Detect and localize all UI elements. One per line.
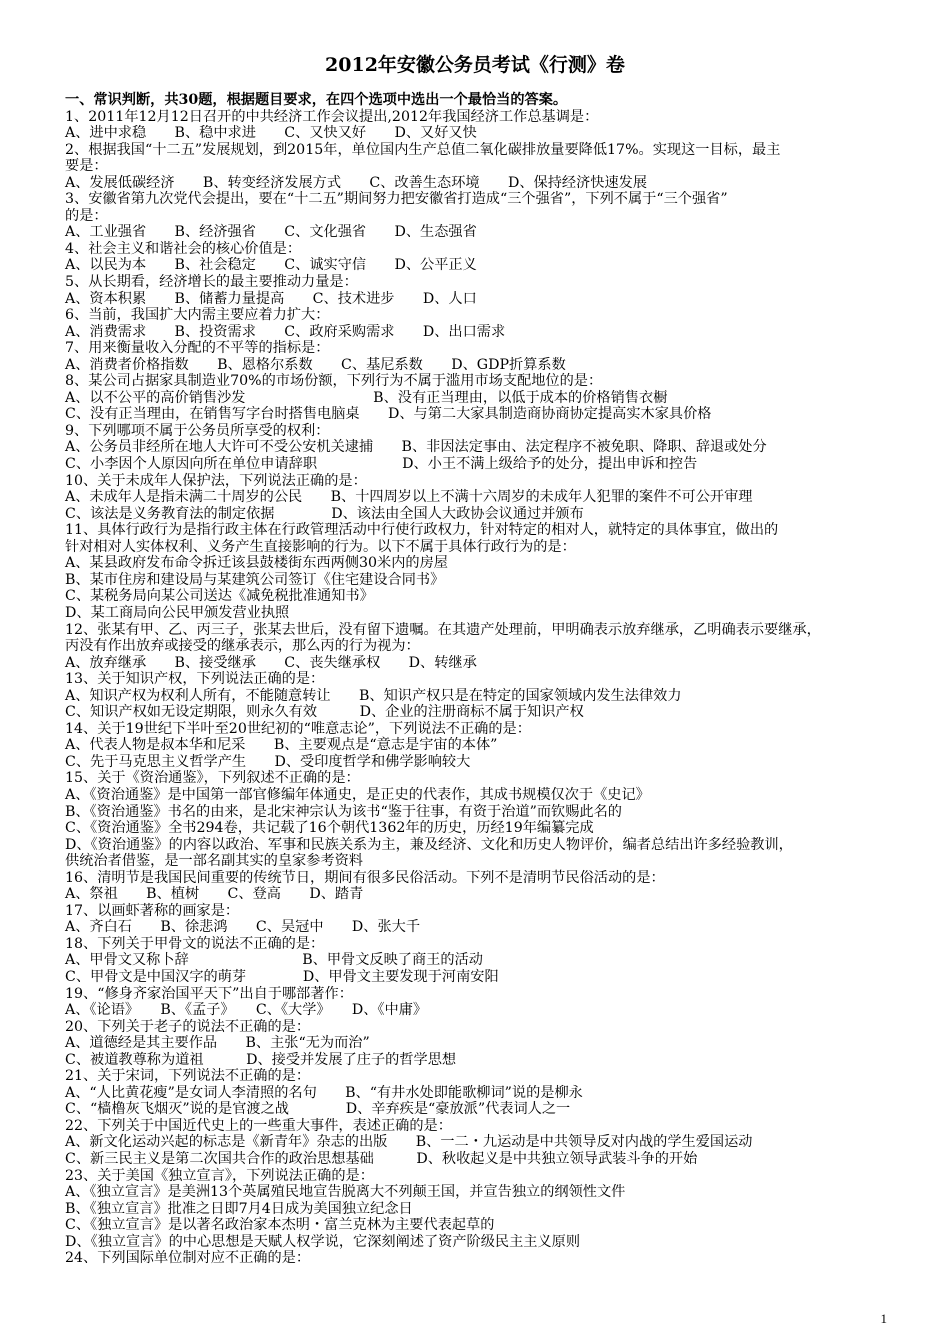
text-line [65,390,895,407]
text-line [65,770,895,787]
text-line-content: A、知识产权为权利人所有，不能随意转让 B、知识产权只是在特定的国家领域内发生法律效力 [65,687,682,704]
text-line [65,1002,895,1019]
text-line-content: A、进中求稳 B、稳中求进 C、又快又好 D、又好又快 [65,125,477,142]
text-line-content: C、“樯橹灰飞烟灭”说的是官渡之战 D、辛弃疾是“豪放派”代表词人之一 [65,1101,571,1118]
text-line-content: A、《资治通鉴》是中国第一部官修编年体通史，是正史的代表作，其成书规模仅次于《史记》 [65,786,650,803]
text-line [65,1234,895,1251]
text-line [65,456,895,473]
text-line [65,109,895,126]
text-line-content: A、某县政府发布命令拆迁该县鼓楼街东西两侧30米内的房屋 [65,555,448,572]
text-line-content: 4、社会主义和谐社会的核心价值是： [65,240,302,257]
text-line-content: C、先于马克思主义哲学产生 D、受印度哲学和佛学影响较大 [65,753,471,770]
text-line [65,1052,895,1069]
text-line [65,191,895,208]
text-line [65,969,895,986]
text-line-content: 22、下列关于中国近代史上的一些重大事件，表述正确的是： [65,1117,452,1134]
text-line [65,373,895,390]
text-line [65,423,895,440]
text-line [65,1201,895,1218]
text-line-content: A、消费需求 B、投资需求 C、政府采购需求 D、出口需求 [65,323,506,340]
text-line [65,506,895,523]
text-line-content: D、《资治通鉴》的内容以政治、军事和民族关系为主，兼及经济、文化和历史人物评价，编者总结出许多经验教训， [65,836,793,853]
text-line-content: 1、2011年12月12日召开的中共经济工作会议提出,2012年我国经济工作总基调是： [65,108,599,125]
text-line-content: 6、当前，我国扩大内需主要应着力扩大： [65,307,330,324]
text-line-content: C、知识产权如无设定期限，则永久有效 D、企业的注册商标不属于知识产权 [65,704,584,721]
text-line-content: B、《资治通鉴》书名的由来，是北宋神宗认为该书“鉴于往事，有资于治道”而钦赐此名的 [65,803,622,820]
text-line-content: A、祭祖 B、植树 C、登高 D、踏青 [65,886,364,903]
text-line [65,721,895,738]
text-line [65,324,895,341]
text-line-content: 9、下列哪项不属于公务员所享受的权利： [65,422,330,439]
text-line-content: 要是： [65,158,108,175]
text-line-content: A、工业强省 B、经济强省 C、文化强省 D、生态强省 [65,224,477,241]
text-line-content: C、没有正当理由，在销售写字台时搭售电脑桌 D、与第二大家具制造商协商协定提高实木家具价格 [65,406,712,423]
text-line [65,473,895,490]
text-line [65,754,895,771]
text-line [65,555,895,572]
text-line-content: 5、从长期看，经济增长的最主要推动力量是： [65,274,358,291]
text-line-content: A、以民为本 B、社会稳定 C、诚实守信 D、公平正义 [65,257,477,274]
text-line [65,671,895,688]
text-line [65,257,895,274]
text-line-content: 13、关于知识产权，下列说法正确的是： [65,671,325,688]
text-line [65,704,895,721]
text-line-content: A、《论语》 B、《孟子》 C、《大学》 D、《中庸》 [65,1002,428,1019]
text-line [65,952,895,969]
text-line-content: A、以不公平的高价销售沙发 B、没有正当理由，以低于成本的价格销售衣橱 [65,389,668,406]
text-line-content: 20、下列关于老子的说法不正确的是： [65,1018,311,1035]
text-line [65,936,895,953]
text-line [65,804,895,821]
text-line [65,241,895,258]
text-line-content: 10、关于未成年人保护法，下列说法正确的是： [65,472,367,489]
text-line-content: 针对相对人实体权利、义务产生直接影响的行为。以下不属于具体行政行为的是： [65,538,576,555]
text-line-content: 19、“修身齐家治国平天下”出自于哪部著作： [65,985,353,1002]
text-line-content: 的是： [65,207,108,224]
text-line-content: 2、根据我国“十二五”发展规划，到2015年，单位国内生产总值二氧化碳排放量要降低17%。实现这一目标，最主 [65,141,781,158]
text-line [65,853,895,870]
text-line [65,1068,895,1085]
text-line-content: A、齐白石 B、徐悲鸿 C、吴冠中 D、张大千 [65,919,421,936]
text-line [65,572,895,589]
text-line-content: 17、以画虾著称的画家是： [65,902,240,919]
text-line [65,1134,895,1151]
text-line-content: C、该法是义务教育法的制定依据 D、该法由全国人大政协会议通过并颁布 [65,505,584,522]
text-line-content: C、《独立宣言》是以著名政治家本杰明・富兰克林为主要代表起草的 [65,1217,495,1234]
text-line-content: 8、某公司占据家具制造业70%的市场份额，下列行为不属于滥用市场支配地位的是： [65,373,603,390]
text-line [65,787,895,804]
text-line-content: A、道德经是其主要作品 B、主张“无为而治” [65,1035,370,1052]
text-line [65,986,895,1003]
text-line-content: D、某工商局向公民甲颁发营业执照 [65,604,290,621]
text-line-content: C、新三民主义是第二次国共合作的政治思想基础 D、秋收起义是中共独立领导武装斗争的开始 [65,1151,698,1167]
text-line-content: 一、常识判断，共30题，根据题目要求，在四个选项中选出一个最恰当的答案。 [65,92,568,108]
text-line-content: 11、具体行政行为是指行政主体在行政管理活动中行使行政权力，针对特定的相对人，就特定的具体事宜，做出的 [65,522,779,539]
text-line [65,539,895,556]
text-line-content: B、某市住房和建设局与某建筑公司签订《住宅建设合同书》 [65,571,445,588]
text-line [65,307,895,324]
text-line [65,522,895,539]
text-line [65,1217,895,1234]
text-line [65,340,895,357]
text-line [65,870,895,887]
text-line [65,1035,895,1052]
text-line [65,688,895,705]
page-number: 1 [880,1311,887,1326]
text-line [65,919,895,936]
page-title: 2012年安徽公务员考试《行测》卷 [325,54,625,76]
text-line [65,291,895,308]
text-line [65,886,895,903]
text-line [65,903,895,920]
text-line-content: 18、下列关于甲骨文的说法不正确的是： [65,935,325,952]
text-line [65,638,895,655]
text-line [65,224,895,241]
text-line [65,489,895,506]
text-line [65,655,895,672]
question-text-block [65,92,895,1267]
text-line-content: C、小李因个人原因向所在单位申请辞职 D、小王不满上级给予的处分，提出申诉和控告 [65,456,698,473]
text-line [65,588,895,605]
text-line [65,737,895,754]
text-line [65,1151,895,1168]
text-line-content: A、甲骨文又称卜辞 B、甲骨文反映了商王的活动 [65,952,483,969]
text-line-content: A、公务员非经所在地人大许可不受公安机关逮捕 B、非因法定事由、法定程序不被免职、降职、辞退或处分 [65,439,767,456]
text-line-content: B、《独立宣言》批准之日即7月4日成为美国独立纪念日 [65,1200,413,1217]
text-line [65,605,895,622]
text-line [65,1101,895,1118]
text-line [65,1250,895,1267]
text-line [65,125,895,142]
text-line [65,1118,895,1135]
text-line-content: A、代表人物是叔本华和尼采 B、主要观点是“意志是宇宙的本体” [65,737,498,754]
text-line [65,820,895,837]
text-line [65,1085,895,1102]
text-line-content: 24、下列国际单位制对应不正确的是： [65,1250,311,1267]
text-line [65,357,895,374]
text-line-content: A、资本积累 B、储蓄力量提高 C、技术进步 D、人口 [65,290,477,307]
text-line-content: A、未成年人是指未满二十周岁的公民 B、十四周岁以上不满十六周岁的未成年人犯罪的案件不可公开审理 [65,489,753,506]
text-line [65,158,895,175]
text-line-content: A、消费者价格指数 B、恩格尔系数 C、基尼系数 D、GDP折算系数 [65,356,566,373]
text-line-content: 15、关于《资治通鉴》，下列叙述不正确的是： [65,770,360,787]
text-line-content: C、甲骨文是中国汉字的萌芽 D、甲骨文主要发现于河南安阳 [65,968,499,985]
text-line [65,208,895,225]
text-line-content: A、发展低碳经济 B、转变经济发展方式 C、改善生态环境 D、保持经济快速发展 [65,174,648,191]
text-line-content: A、《独立宣言》是美洲13个英属殖民地宣告脱离大不列颠王国，并宣告独立的纲领性文件 [65,1184,626,1201]
text-line [65,175,895,192]
text-line-content: D、《独立宣言》的中心思想是天赋人权学说，它深刻阐述了资产阶级民主主义原则 [65,1233,581,1250]
text-line-content: A、“人比黄花瘦”是女词人李清照的名句 B、“有井水处即能歌柳词”说的是柳永 [65,1084,583,1101]
text-line [65,274,895,291]
text-line-content: 供统治者借鉴，是一部名副其实的皇家参考资料 [65,853,363,870]
text-line [65,1184,895,1201]
text-line-content: 16、清明节是我国民间重要的传统节日，期间有很多民俗活动。下列不是清明节民俗活动的是： [65,869,665,886]
text-line-content: 23、关于美国《独立宣言》，下列说法正确的是： [65,1167,374,1184]
text-line [65,1168,895,1185]
text-line-content: A、放弃继承 B、接受继承 C、丧失继承权 D、转继承 [65,654,477,671]
text-line [65,142,895,159]
text-line-content: 12、张某有甲、乙、丙三子，张某去世后，没有留下遗嘱。在其遗产处理前，甲明确表示放弃继承，乙明确表示要继承， [65,621,821,638]
text-line-content: 3、安徽省第九次党代会提出，要在“十二五”期间努力把安徽省打造成“三个强省”，下列不属于“三个强省” [65,191,728,208]
section-heading [65,92,895,109]
text-line [65,622,895,639]
text-line-content: 14、关于19世纪下半叶至20世纪初的“唯意志论”，下列说法不正确的是： [65,720,531,737]
text-line [65,837,895,854]
text-line-content: A、新文化运动兴起的标志是《新青年》杂志的出版 B、一二・九运动是中共领导反对内战的学生爱国运动 [65,1134,753,1151]
text-line-content: C、某税务局向某公司送达《减免税批准通知书》 [65,588,374,605]
text-line-content: 21、关于宋词，下列说法不正确的是： [65,1068,311,1085]
text-line-content: C、被道教尊称为道祖 D、接受并发展了庄子的哲学思想 [65,1051,457,1068]
text-line [65,406,895,423]
text-line-content: 7、用来衡量收入分配的不平等的指标是： [65,340,330,357]
text-line [65,439,895,456]
text-line-content: C、《资治通鉴》全书294卷，共记载了16个朝代1362年的历史，历经19年编纂完成 [65,820,594,837]
text-line-content: 丙没有作出放弃或接受的继承表示，那么丙的行为视为： [65,638,420,655]
text-line [65,1019,895,1036]
